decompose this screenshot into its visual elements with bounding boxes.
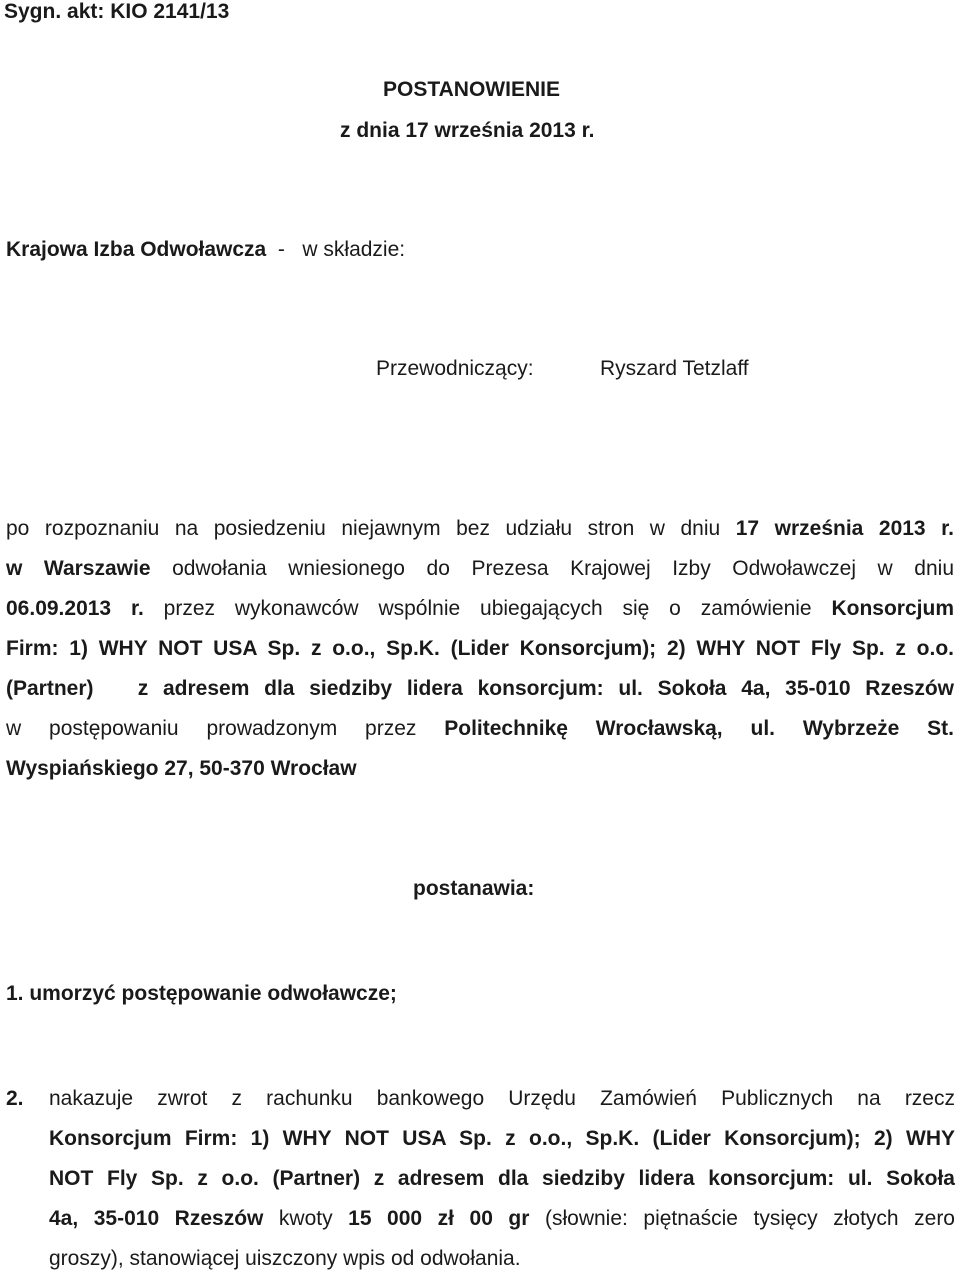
refund-amount-words: (słownie: piętnaście tysięcy złotych zero [529,1207,955,1230]
decision-item-2-line-4 [49,1207,955,1231]
partner-address: Sokoła 4a, 35-010 Rzeszów [657,677,954,700]
chair-name: Ryszard Tetzlaff [600,357,749,380]
partner-address-text: (Partner) z adresem dla siedziby lidera konsorcjum: ul. [6,677,658,700]
appeal-date: 06.09.2013 r. [6,597,144,620]
decision-item-2-line-2: Konsorcjum Firm: 1) WHY NOT USA Sp. z o.o., Sp.K. (Lider Konsorcjum); 2) WHY [49,1127,955,1150]
body-line-5 [6,677,954,701]
decision-item-2-number: 2. [6,1087,24,1110]
chair-label: Przewodniczący: [376,357,534,380]
body-line-6-text: w postępowaniu prowadzonym przez [6,717,445,740]
decision-item-2-line-5: groszy), stanowiącej uiszczony wpis od odwołania. [49,1247,521,1270]
body-line-2 [6,557,954,581]
consortium-start: Konsorcjum [831,597,954,620]
panel-composition-label: - w składzie: [266,238,406,261]
case-reference: Sygn. akt: KIO 2141/13 [4,0,230,23]
body-line-1 [6,517,954,541]
hearing-date: 17 września 2013 r. [735,517,954,540]
refund-amount: 15 000 zł 00 gr [348,1207,530,1230]
tribunal-name: Krajowa Izba Odwoławcza [6,238,267,261]
body-line-4: Firm: 1) WHY NOT USA Sp. z o.o., Sp.K. (Lider Konsorcjum); 2) WHY NOT Fly Sp. z o.o. [6,637,954,660]
decision-item-2-line-1: nakazuje zwrot z rachunku bankowego Urzędu Zamówień Publicznych na rzecz [49,1087,955,1110]
body-line-1-text: po rozpoznaniu na posiedzeniu niejawnym bez udziału stron w dniu [6,517,736,540]
body-line-3-text: przez wykonawców wspólnie ubiegających się o zamówienie [143,597,832,620]
decision-item-2-line-3: NOT Fly Sp. z o.o. (Partner) z adresem dla siedziby lidera konsorcjum: ul. Sokoła [49,1167,955,1190]
body-line-2-text: odwołania wniesionego do Prezesa Krajowej Izby Odwoławczej w dniu [150,557,954,580]
panel-intro [6,238,405,262]
body-line-6 [6,717,954,741]
document-date: z dnia 17 września 2013 r. [340,119,595,142]
refund-recipient-address: 4a, 35-010 Rzeszów [49,1207,264,1230]
body-line-3 [6,597,954,621]
refund-amount-label: kwoty [263,1207,349,1230]
decision-heading: postanawia: [413,877,535,900]
hearing-city: w Warszawie [6,557,151,580]
contracting-authority: Politechnikę Wrocławską, ul. Wybrzeże St. [444,717,954,740]
document-type: POSTANOWIENIE [383,78,560,101]
body-line-7: Wyspiańskiego 27, 50-370 Wrocław [6,757,357,780]
decision-item-1: 1. umorzyć postępowanie odwoławcze; [6,982,397,1005]
